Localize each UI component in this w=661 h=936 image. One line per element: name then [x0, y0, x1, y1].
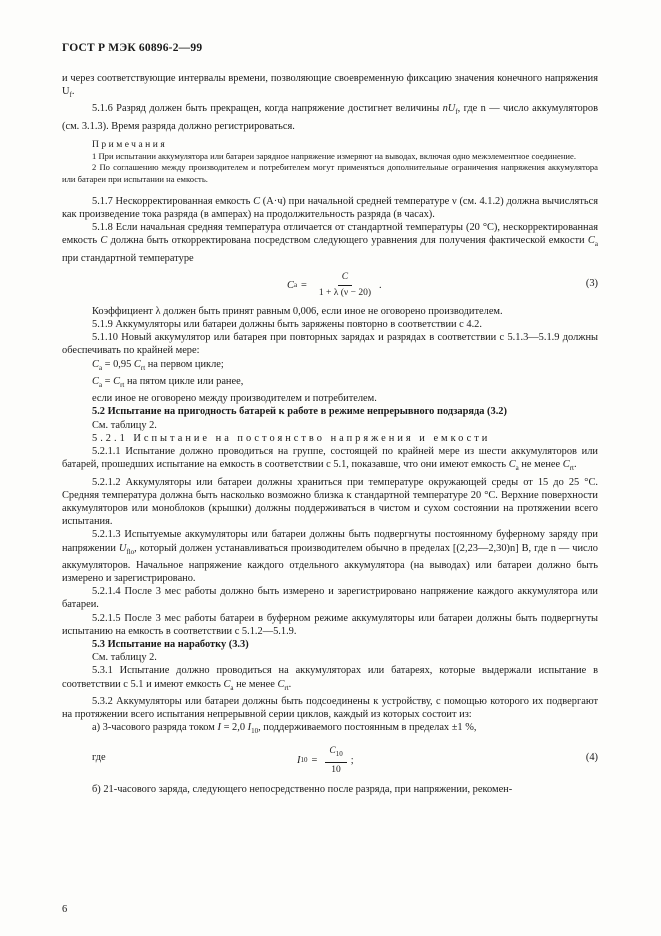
page-header: ГОСТ Р МЭК 60896-2—99: [62, 42, 203, 54]
paragraph-5-2-1-3: 5.2.1.3 Испытуемые аккумуляторы или батареи должны быть подвергнуты постоянному буферному заряду при напряжении $U_{flo}$, который должен устанавливаться производителем обычно в пределах [(2,23—2,30)n] В, где n — число аккумуляторов. Начальное напряжение каждого отдельного аккумулятора (на выводах) или батареи должно быть измерено и зарегистрировано.: [62, 529, 598, 585]
condition-1: $C_a = 0,95$ $C_{rt}$ на первом цикле;: [92, 358, 224, 372]
fraction: $\frac{C_{10}}{10}$: [325, 745, 346, 777]
table-reference: См. таблицу 2.: [92, 419, 157, 431]
paragraph-5-3-2: 5.3.2 Аккумуляторы или батареи должны быть подсоединены к устройству, с помощью которого их подвергают на протяжении всего испытания непрерывной серии циклов, каждый из которых состоит из:: [62, 695, 598, 721]
formula-4: где I 10 = $\frac{C_{10}}{10}$ ; (4): [62, 743, 598, 777]
section-heading-5-2: 5.2 Испытание на пригодность батарей к работе в режиме непрерывного подзаряда (3.2): [92, 406, 507, 418]
paragraph-5-2-1-4: 5.2.1.4 После 3 мес работы должно быть измерено и зарегистрировано напряжение каждого аккумулятора или батареи.: [62, 586, 598, 611]
paragraph-5-2-1-1: 5.2.1.1 Испытание должно проводиться на группе, состоящей по крайней мере из шести аккумуляторов или батарей, прошедших испытание на емкость в соответствии с 5.1, показавше, что они имеют емкость $C_a$ не менее $C_{rt}$.: [62, 446, 598, 473]
notes-heading: Примечания: [92, 139, 168, 150]
paragraph-5-1-10: 5.1.10 Новый аккумулятор или батарея при повторных зарядах и разрядах в соответствии с 5.1.3—5.1.9 должны обеспечивать по крайней мере:: [62, 332, 598, 357]
condition-2: $C_a = C_{rt}$ на пятом цикле или ранее,: [92, 375, 244, 390]
paragraph-5-2-1-2: 5.2.1.2 Аккумуляторы или батареи должны храниться при температуре окружающей среды от 15 до 25 °С. Средняя температура должна быть насколько возможно близка к стандартной температуре 20 °С. Верхние поверхности аккумуляторов или моноблоков (крышки) должны поддерживаться в чистом и сухом состоянии на протяжении всего испытания.: [62, 476, 598, 528]
fraction: $\frac{C}{1 + \lambda (\nu - 20)}$: [318, 271, 371, 299]
paragraph-5-1-9: 5.1.9 Аккумуляторы или батареи должны быть заряжены повторно в соответствии с 4.2.: [92, 319, 482, 331]
paragraph-coefficient: Коэффициент λ должен быть принят равным 0,006, если иное не оговорено производителем.: [92, 305, 503, 317]
document-body: [62, 72, 598, 796]
paragraph-continuation: и через соответствующие интервалы времени, позволяющие своевременную фиксацию значения конечного напряжения $U_f$.: [62, 73, 598, 100]
table-reference-2: См. таблицу 2.: [92, 652, 157, 664]
paragraph-5-1-8: 5.1.8 Если начальная средняя температура отличается от стандартной температуры (20 °С), нескорректированная емкость C должна быть откорректирована посредством следующего уравнения для получения фактической емкости $C_a$ при стандартной температуре: [62, 222, 598, 264]
condition-3: если иное не оговорено между производителем и потребителем.: [92, 393, 377, 405]
paragraph-5-1-6: 5.1.6 Разряд должен быть прекращен, когда напряжение достигнет величины $nU_f$, где n — число аккумуляторов (см. 3.1.3). Время разряда должно регистрироваться.: [62, 103, 598, 132]
formula-number: (3): [585, 277, 598, 289]
formula-number: (4): [585, 751, 598, 763]
page-number: 6: [62, 904, 68, 915]
paragraph-5-2-1-5: 5.2.1.5 После 3 мес работы батареи в буферном режиме аккумуляторы или батареи должны быть подвергнуты испытанию на емкость в соответствии с 5.1.2—5.1.9.: [62, 612, 598, 637]
section-heading-5-3: 5.3 Испытание на наработку (3.3): [92, 639, 249, 651]
note-1: 1 При испытании аккумулятора или батареи зарядное напряжение измеряют на выводах, включая одно межэлементное соединение.: [92, 151, 576, 162]
paragraph-5-1-7: 5.1.7 Нескорректированная емкость C (А·ч) при начальной средней температуре ν (см. 4.1.2) должна вычисляться как произведение тока разряда (в амперах) на продолжительность разряда (в часах).: [62, 195, 598, 220]
item-b: б) 21-часового заряда, следующего непосредственно после разряда, при напряжении, рекомен-: [92, 783, 513, 795]
formula-3: C a = $\frac{C}{1 + \lambda (\nu - 20)}$ . (3): [62, 269, 598, 299]
paragraph-5-2-1: 5.2.1 Испытание на постоянство напряжения и емкости: [92, 432, 491, 444]
item-a: а) 3-часового разряда током I = 2,0 $I_{10}$, поддерживаемого постоянным в пределах ±1 %,: [92, 722, 477, 736]
note-2: 2 По соглашению между производителем и потребителем могут применяться дополнительные ограничения напряжения аккумулятора или батареи при испытании на емкость.: [62, 162, 598, 184]
paragraph-5-3-1: 5.3.1 Испытание должно проводиться на аккумуляторах или батареях, которые выдержали испытание в соответствии с 5.1 и имеют емкость $C_a$ не менее $C_{rt}$.: [62, 665, 598, 692]
